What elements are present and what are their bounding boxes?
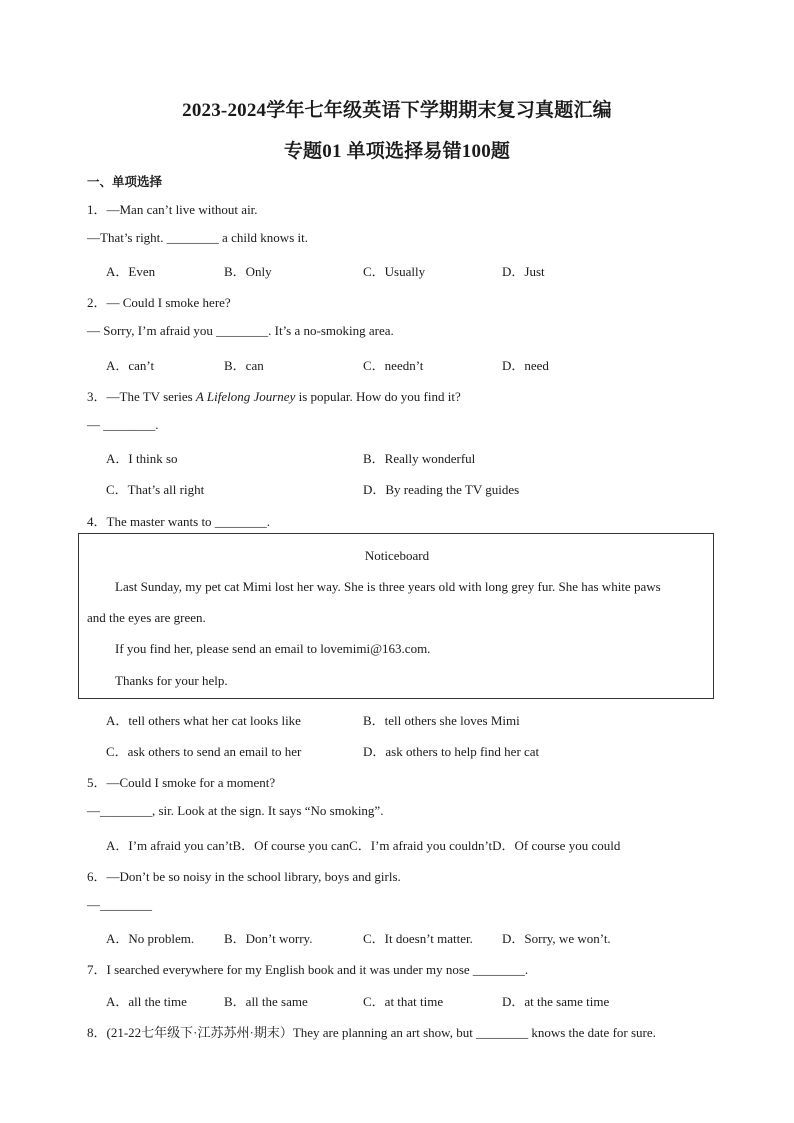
document-subtitle: 专题01 单项选择易错100题 [283, 141, 511, 162]
question-6-option-d: D．Sorry, we won’t. [502, 931, 611, 946]
noticeboard-paragraph-1a: Last Sunday, my pet cat Mimi lost her way. She is three years old with long grey fur. She has white paws [115, 579, 661, 594]
question-4-option-c: C．ask others to send an email to her [106, 744, 302, 759]
question-6-option-c: C．It doesn’t matter. [363, 931, 473, 946]
question-2-option-a: A．can’t [106, 358, 155, 373]
question-2-option-c: C．needn’t [363, 358, 424, 373]
question-3-stem-pre: 3．—The TV series [87, 389, 196, 404]
question-3-option-b: B．Really wonderful [363, 451, 476, 466]
noticeboard-title: Noticeboard [364, 548, 430, 563]
question-7-option-b: B．all the same [224, 994, 308, 1009]
noticeboard-paragraph-1b: and the eyes are green. [87, 610, 206, 625]
question-1-response: —That’s right. ________ a child knows it. [87, 230, 308, 245]
question-2-response: — Sorry, I’m afraid you ________. It’s a no-smoking area. [87, 323, 394, 338]
question-3-response: — ________. [87, 417, 159, 432]
question-7-option-c: C．at that time [363, 994, 444, 1009]
question-4-option-d: D．ask others to help find her cat [363, 744, 540, 759]
question-5-options: A．I’m afraid you can’tB．Of course you canC．I’m afraid you couldn’tD．Of course you could [106, 838, 621, 853]
question-2-option-d: D．need [502, 358, 549, 373]
question-7-option-d: D．at the same time [502, 994, 610, 1009]
question-6-option-a: A．No problem. [106, 931, 195, 946]
question-3-option-c: C．That’s all right [106, 482, 205, 497]
question-2-option-b: B．can [224, 358, 264, 373]
question-6-stem: 6．—Don’t be so noisy in the school library, boys and girls. [87, 869, 401, 884]
question-4-option-a: A．tell others what her cat looks like [106, 713, 301, 728]
question-4-stem: 4．The master wants to ________. [87, 514, 271, 529]
question-5-stem: 5．—Could I smoke for a moment? [87, 775, 276, 790]
question-2-stem: 2．— Could I smoke here? [87, 295, 231, 310]
question-1-option-b: B．Only [224, 264, 272, 279]
question-1-option-a: A．Even [106, 264, 156, 279]
question-1-option-c: C．Usually [363, 264, 426, 279]
question-8-stem: 8．(21-22七年级下·江苏苏州·期末）They are planning an art show, but ________ knows the date for sure. [87, 1025, 656, 1040]
question-6-response: —________ [87, 897, 152, 912]
question-6-option-b: B．Don’t worry. [224, 931, 313, 946]
noticeboard-box [78, 533, 714, 699]
question-3-stem [87, 386, 461, 405]
question-5-response: —________, sir. Look at the sign. It says “No smoking”. [87, 803, 384, 818]
question-7-stem: 7．I searched everywhere for my English book and it was under my nose ________. [87, 962, 529, 977]
question-3-series-title: A Lifelong Journey [195, 389, 296, 404]
question-7-option-a: A．all the time [106, 994, 187, 1009]
noticeboard-paragraph-2: If you find her, please send an email to lovemimi@163.com. [115, 641, 431, 656]
question-3-option-a: A．I think so [106, 451, 178, 466]
question-3-stem-post: is popular. How do you find it? [295, 389, 461, 404]
noticeboard-paragraph-3: Thanks for your help. [115, 673, 228, 688]
question-4-option-b: B．tell others she loves Mimi [363, 713, 520, 728]
document-title: 2023-2024学年七年级英语下学期期末复习真题汇编 [182, 100, 612, 121]
section-heading: 一、单项选择 [87, 175, 163, 189]
question-1-stem: 1．—Man can’t live without air. [87, 202, 258, 217]
question-1-option-d: D．Just [502, 264, 545, 279]
question-3-option-d: D．By reading the TV guides [363, 482, 520, 497]
